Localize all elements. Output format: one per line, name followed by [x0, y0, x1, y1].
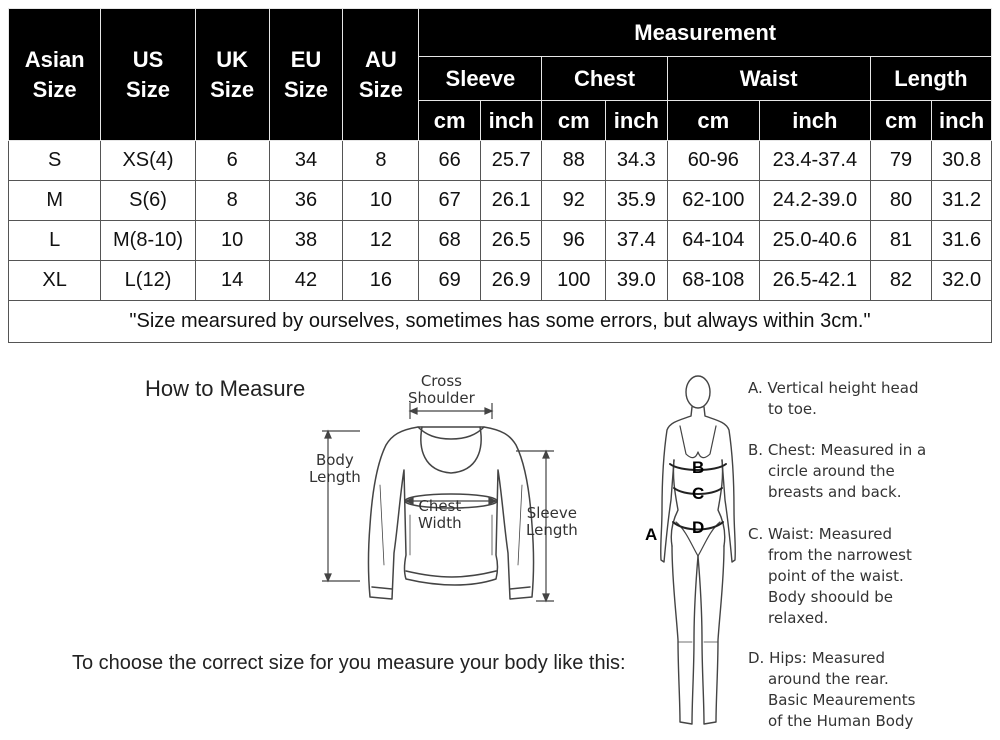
table-cell: 37.4 — [606, 221, 668, 261]
table-body — [9, 141, 992, 343]
step-b — [748, 440, 993, 524]
table-cell: 92 — [542, 181, 606, 221]
table-cell: 12 — [343, 221, 419, 261]
header-unit: cm — [667, 101, 759, 141]
step-c-title: C. Waist: Measured — [748, 525, 893, 543]
figure-letter-b: B — [692, 458, 705, 477]
step-b-detail: circle around the breasts and back. — [768, 462, 902, 501]
table-cell: 10 — [343, 181, 419, 221]
table-cell: 81 — [870, 221, 932, 261]
human-body-figure — [640, 370, 750, 738]
table-cell: 68-108 — [667, 261, 759, 301]
header-au-size: AU Size — [343, 9, 419, 141]
header-unit: cm — [870, 101, 932, 141]
table-cell: 100 — [542, 261, 606, 301]
sleeve-length-label: Sleeve Length — [526, 504, 578, 539]
table-cell: 34.3 — [606, 141, 668, 181]
table-cell: 25.7 — [480, 141, 542, 181]
header-uk-size: UK Size — [195, 9, 269, 141]
table-cell: 34 — [269, 141, 343, 181]
table-cell: 26.1 — [480, 181, 542, 221]
table-cell: 14 — [195, 261, 269, 301]
figure-letter-c: C — [692, 484, 705, 503]
body-length-label: Body Length — [309, 451, 361, 486]
table-cell: 31.2 — [932, 181, 992, 221]
table-row — [9, 261, 992, 301]
table-cell: 25.0-40.6 — [759, 221, 870, 261]
step-d-title: D. Hips: Measured — [748, 649, 885, 667]
header-unit: inch — [759, 101, 870, 141]
table-cell: 79 — [870, 141, 932, 181]
header-eu-size: EU Size — [269, 9, 343, 141]
table-cell: 64-104 — [667, 221, 759, 261]
table-cell: 32.0 — [932, 261, 992, 301]
table-cell: 26.5 — [480, 221, 542, 261]
step-d — [748, 648, 993, 732]
chest-width-label: Chest Width — [418, 497, 462, 532]
table-cell: 66 — [419, 141, 481, 181]
table-cell: L(12) — [101, 261, 195, 301]
table-cell: 38 — [269, 221, 343, 261]
table-cell: M — [9, 181, 101, 221]
step-c-detail: from the narrowest point of the waist. Body shoould be relaxed. — [768, 546, 912, 627]
table-cell: 26.9 — [480, 261, 542, 301]
header-unit: inch — [480, 101, 542, 141]
measure-instruction: To choose the correct size for you measure your body like this: — [72, 652, 626, 674]
table-cell: 31.6 — [932, 221, 992, 261]
table-cell: 23.4-37.4 — [759, 141, 870, 181]
table-cell: 8 — [195, 181, 269, 221]
figure-letter-d: D — [692, 518, 705, 537]
header-sleeve: Sleeve — [419, 57, 542, 101]
header-unit: inch — [932, 101, 992, 141]
step-a — [748, 378, 993, 440]
cross-shoulder-label: Cross Shoulder — [408, 372, 475, 407]
table-cell: 24.2-39.0 — [759, 181, 870, 221]
table-cell: M(8-10) — [101, 221, 195, 261]
table-row — [9, 141, 992, 181]
header-unit: inch — [606, 101, 668, 141]
table-cell: 80 — [870, 181, 932, 221]
table-row — [9, 221, 992, 261]
header-waist: Waist — [667, 57, 870, 101]
table-cell: 8 — [343, 141, 419, 181]
header-length: Length — [870, 57, 991, 101]
table-cell: 60-96 — [667, 141, 759, 181]
table-cell: 96 — [542, 221, 606, 261]
step-c — [748, 524, 993, 648]
table-cell: L — [9, 221, 101, 261]
how-to-measure-title: How to Measure — [145, 376, 306, 401]
step-d-detail: around the rear. Basic Meaurements of the Human Body — [768, 670, 916, 730]
step-a-title: A. Vertical height head — [748, 379, 919, 397]
table-cell: XS(4) — [101, 141, 195, 181]
header-unit: cm — [419, 101, 481, 141]
table-cell: XL — [9, 261, 101, 301]
table-cell: 67 — [419, 181, 481, 221]
header-unit: cm — [542, 101, 606, 141]
table-cell: 82 — [870, 261, 932, 301]
table-cell: 35.9 — [606, 181, 668, 221]
table-cell: 62-100 — [667, 181, 759, 221]
size-chart-table — [8, 8, 992, 343]
table-cell: 42 — [269, 261, 343, 301]
header-asian-size: Asian Size — [9, 9, 101, 141]
measure-steps-list — [748, 378, 993, 732]
step-b-title: B. Chest: Measured in a — [748, 441, 927, 459]
header-us-size: US Size — [101, 9, 195, 141]
table-cell: 30.8 — [932, 141, 992, 181]
table-cell: 39.0 — [606, 261, 668, 301]
table-cell: 10 — [195, 221, 269, 261]
step-a-detail: to toe. — [768, 400, 817, 418]
table-cell: 69 — [419, 261, 481, 301]
table-cell: 6 — [195, 141, 269, 181]
header-chest: Chest — [542, 57, 667, 101]
table-cell: 68 — [419, 221, 481, 261]
table-cell: S — [9, 141, 101, 181]
table-note: "Size mearsured by ourselves, sometimes has some errors, but always within 3cm." — [9, 301, 992, 343]
table-cell: S(6) — [101, 181, 195, 221]
table-cell: 16 — [343, 261, 419, 301]
table-row — [9, 181, 992, 221]
figure-letter-a: A — [645, 525, 658, 544]
header-measurement: Measurement — [419, 9, 992, 57]
table-cell: 36 — [269, 181, 343, 221]
table-cell: 26.5-42.1 — [759, 261, 870, 301]
table-cell: 88 — [542, 141, 606, 181]
